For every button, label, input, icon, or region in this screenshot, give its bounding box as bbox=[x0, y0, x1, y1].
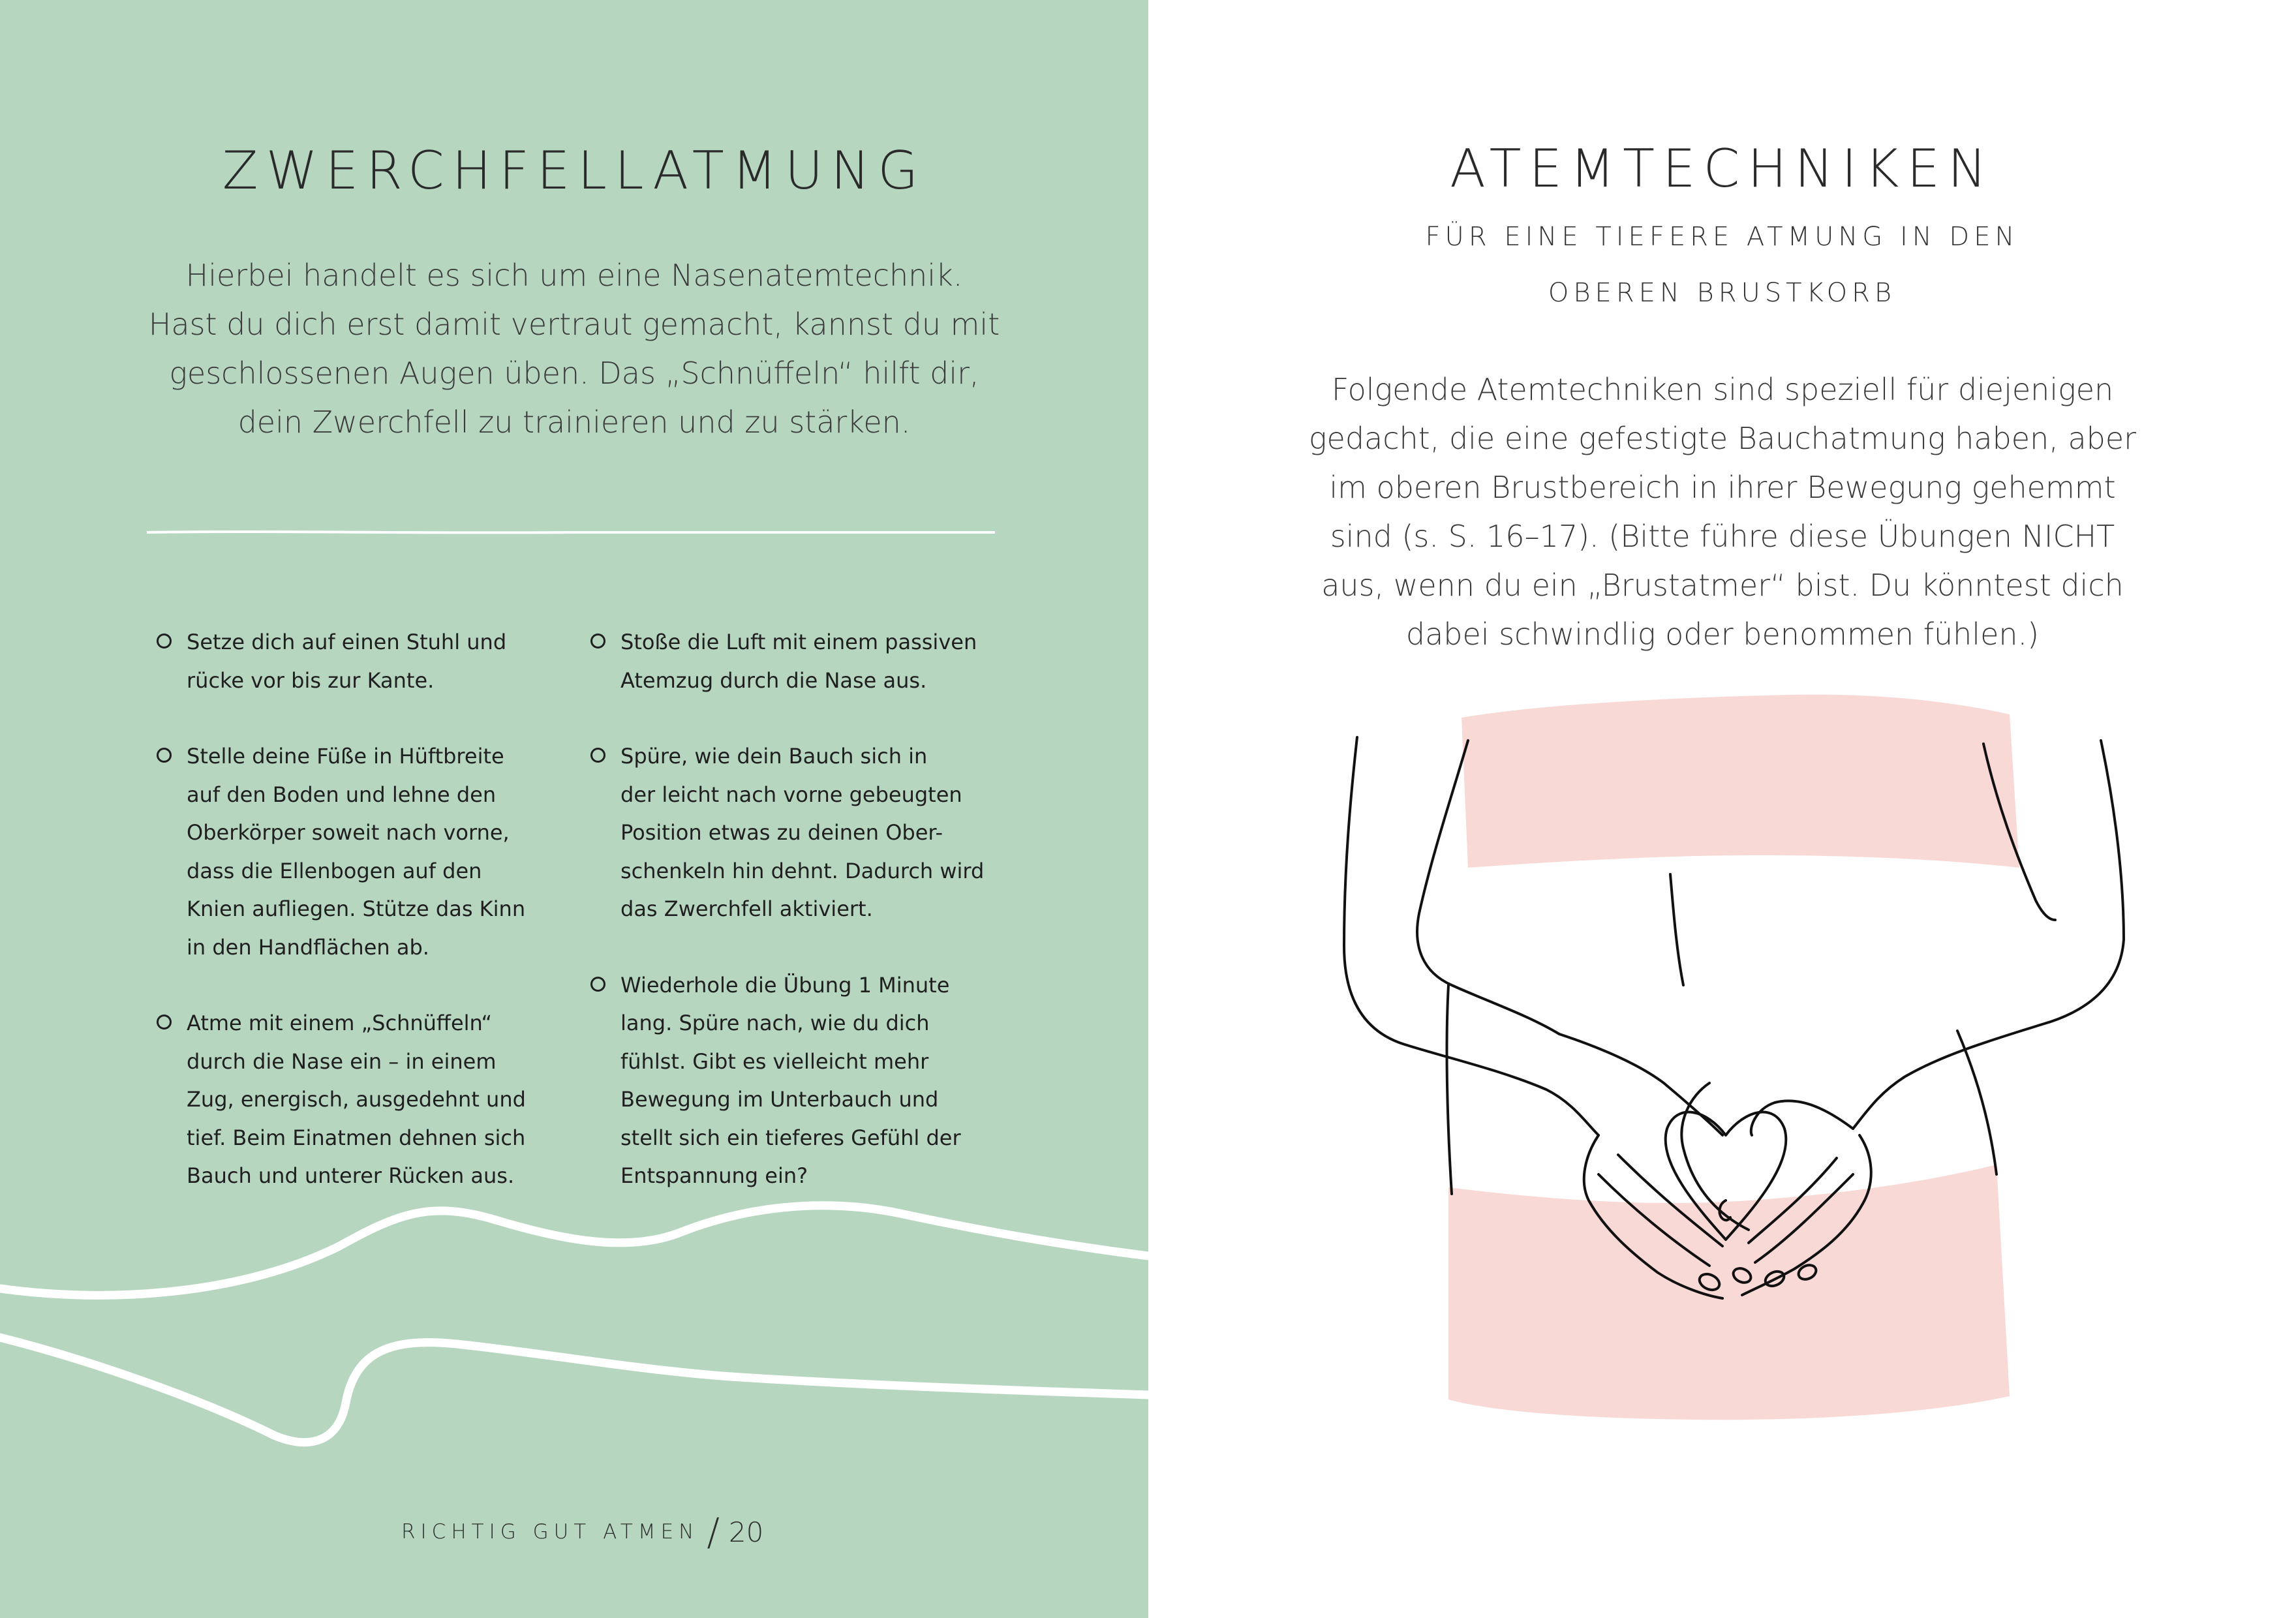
subtitle-line: OBEREN BRUSTKORB bbox=[1548, 278, 1897, 308]
steps-column-2 bbox=[590, 623, 985, 1233]
list-item: Stelle deine Füße in Hüftbreite auf den Boden und lehne den Oberkörper soweit nach vorne, dass die Ellenbogen auf den Knien aufliegen. Stütze das Kinn in den Handflächen ab. bbox=[157, 737, 548, 966]
intro-line: Folgende Atemtechniken sind speziell für diejenigen bbox=[1331, 372, 2114, 407]
list-item: Atme mit einem „Schnüffeln“ durch die Nase ein – in einem Zug, energisch, ausgedehnt und tief. Beim Einatmen dehnen sich Bauch und unterer Rücken aus. bbox=[157, 1004, 548, 1195]
circle-bullet-icon bbox=[590, 977, 605, 992]
circle-bullet-icon bbox=[157, 633, 172, 649]
chest-band bbox=[1462, 695, 2019, 868]
intro-line: Hierbei handelt es sich um eine Nasenatemtechnik. bbox=[185, 258, 963, 293]
intro-line: im oberen Brustbereich in ihrer Bewegung gehemmt bbox=[1329, 470, 2116, 505]
intro-paragraph bbox=[124, 251, 1024, 447]
circle-bullet-icon bbox=[157, 1015, 172, 1030]
intro-line: sind (s. S. 16–17). (Bitte führe diese Übungen NICHT bbox=[1330, 519, 2115, 554]
list-item: Spüre, wie dein Bauch sich in der leicht nach vorne gebeugten Position etwas zu deinen Ober- schenkeln hin dehnt. Dadurch wird das Zwerchfell aktiviert. bbox=[590, 737, 982, 928]
hip-band bbox=[1448, 1165, 2010, 1420]
intro-line: geschlossenen Augen üben. Das „Schnüffeln“ hilft dir, bbox=[169, 356, 979, 391]
circle-bullet-icon bbox=[590, 748, 605, 763]
footer-separator: / bbox=[707, 1510, 720, 1554]
list-item: Wiederhole die Übung 1 Minute lang. Spüre nach, wie du dich fühlst. Gibt es vielleicht mehr Bewegung im Unterbauch und stellt sich ein tieferes Gefühl der Entspannung ein? bbox=[590, 966, 982, 1195]
page-title: ZWERCHFELLATMUNG bbox=[222, 140, 926, 201]
list-item: Setze dich auf einen Stuhl und rücke vor bis zur Kante. bbox=[157, 623, 548, 699]
intro-line: Hast du dich erst damit vertraut gemacht, kannst du mit bbox=[148, 307, 1000, 342]
page-footer bbox=[401, 1510, 764, 1554]
steps-column-1 bbox=[157, 623, 548, 1233]
intro-line: dein Zwerchfell zu trainieren und zu stärken. bbox=[237, 404, 911, 440]
page-subtitle bbox=[1148, 209, 2296, 321]
right-page bbox=[1148, 0, 2296, 1618]
list-item: Stoße die Luft mit einem passiven Atemzug durch die Nase aus. bbox=[590, 623, 982, 699]
page-number: 20 bbox=[728, 1516, 764, 1548]
divider-line bbox=[147, 528, 995, 536]
decorative-waves bbox=[0, 1174, 1148, 1474]
intro-line: dabei schwindlig oder benommen fühlen.) bbox=[1405, 617, 2040, 652]
circle-bullet-icon bbox=[157, 748, 172, 763]
book-title: RICHTIG GUT ATMEN bbox=[401, 1520, 699, 1544]
circle-bullet-icon bbox=[590, 633, 605, 649]
subtitle-line: FÜR EINE TIEFERE ATMUNG IN DEN bbox=[1425, 222, 2019, 252]
intro-paragraph bbox=[1272, 365, 2173, 659]
intro-line: gedacht, die eine gefestigte Bauchatmung haben, aber bbox=[1308, 421, 2137, 456]
page-title: ATEMTECHNIKEN bbox=[1450, 138, 1995, 199]
torso-hands-illustration bbox=[1292, 679, 2166, 1448]
intro-line: aus, wenn du ein „Brustatmer“ bist. Du könntest dich bbox=[1321, 568, 2124, 603]
